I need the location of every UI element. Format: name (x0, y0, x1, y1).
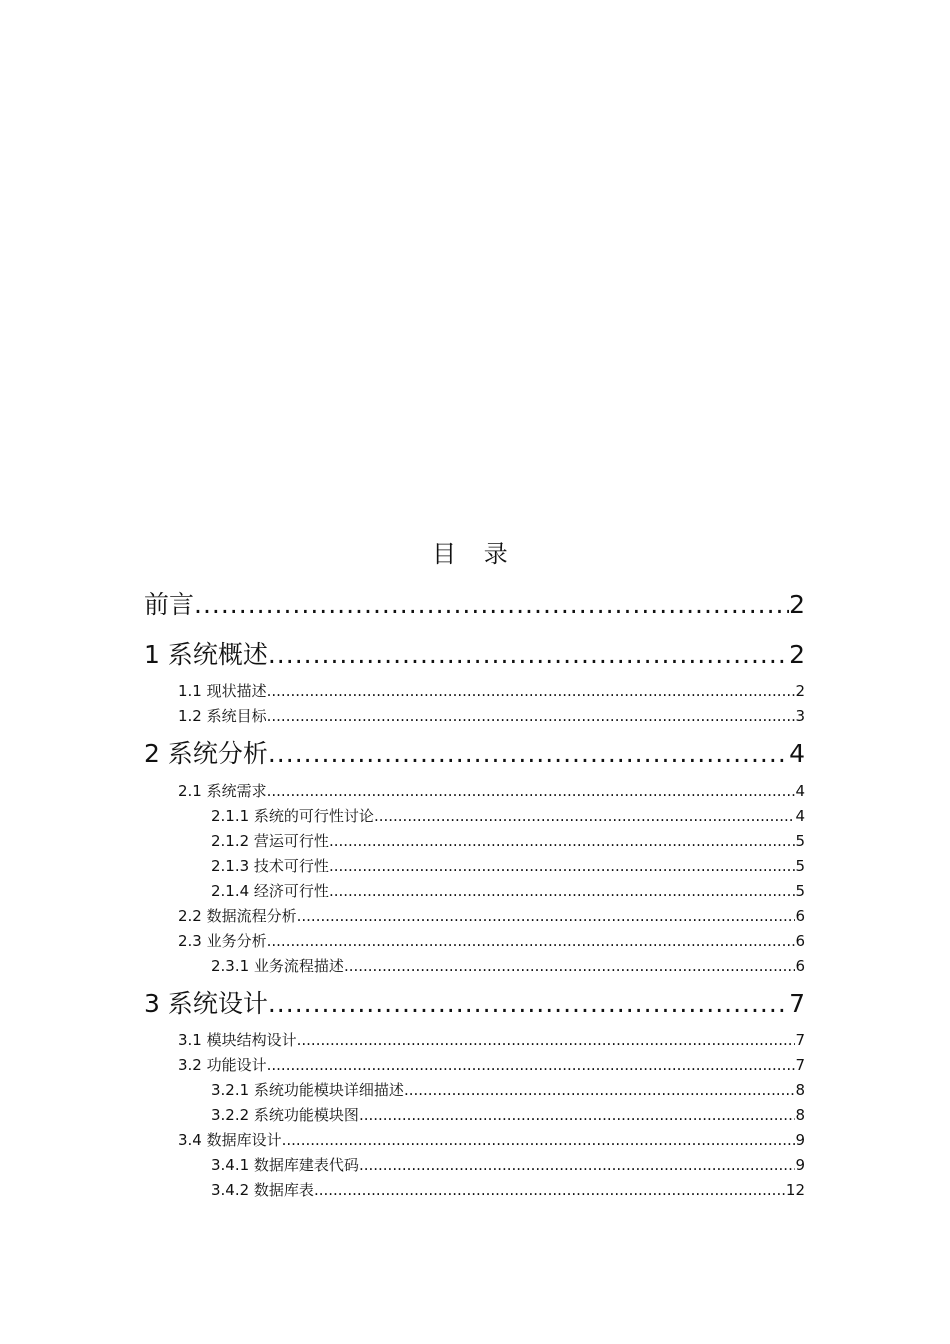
toc-entry-label: 2.1 系统需求 (178, 782, 267, 800)
toc-entry[interactable] (144, 588, 805, 622)
toc-leader-dots (314, 1180, 786, 1200)
toc-entry-page: 5 (795, 857, 805, 875)
toc-leader-dots (404, 1080, 796, 1100)
toc-entry-page: 6 (795, 907, 805, 925)
toc-entry[interactable] (144, 737, 805, 771)
toc-entry[interactable] (178, 1030, 805, 1050)
toc-entry-page: 2 (789, 590, 805, 619)
toc-leader-dots (359, 1105, 796, 1125)
toc-entry-page: 6 (795, 932, 805, 950)
toc-entry-label: 2.3 业务分析 (178, 932, 267, 950)
toc-entry[interactable] (211, 881, 805, 901)
toc-leader-dots (374, 806, 796, 826)
toc-entry-page: 2 (789, 640, 805, 669)
toc-entry-label: 3.2.1 系统功能模块详细描述 (211, 1081, 404, 1099)
toc-entry[interactable] (211, 1180, 805, 1200)
toc-entry-label: 3.4 数据库设计 (178, 1131, 282, 1149)
toc-entry-label: 1.1 现状描述 (178, 682, 267, 700)
toc-entry-page: 4 (795, 807, 805, 825)
toc-entry[interactable] (178, 781, 805, 801)
toc-entry-page: 9 (795, 1131, 805, 1149)
toc-leader-dots (359, 1155, 796, 1175)
toc-leader-dots (267, 681, 796, 701)
toc-entry-page: 7 (795, 1056, 805, 1074)
toc-leader-dots (329, 856, 796, 876)
toc-entry-page: 2 (795, 682, 805, 700)
toc-entry-label: 1 系统概述 (144, 640, 268, 669)
toc-entry[interactable] (211, 956, 805, 976)
toc-entry[interactable] (211, 831, 805, 851)
toc-leader-dots (268, 638, 789, 672)
toc-entry-label: 前言 (144, 590, 195, 619)
toc-leader-dots (268, 987, 789, 1021)
toc-leader-dots (344, 956, 796, 976)
toc-entry-label: 3.2 功能设计 (178, 1056, 267, 1074)
toc-entry-page: 5 (795, 832, 805, 850)
toc-entry[interactable] (178, 1130, 805, 1150)
toc-leader-dots (297, 1030, 796, 1050)
toc-leader-dots (329, 831, 796, 851)
toc-title: 目 录 (432, 540, 518, 568)
toc-entry-page: 4 (795, 782, 805, 800)
toc-entry[interactable] (211, 1105, 805, 1125)
toc-entry-label: 2.2 数据流程分析 (178, 907, 297, 925)
toc-entry[interactable] (144, 987, 805, 1021)
toc-leader-dots (267, 931, 796, 951)
toc-leader-dots (268, 737, 789, 771)
toc-entry[interactable] (211, 856, 805, 876)
toc-entry[interactable] (178, 681, 805, 701)
toc-entry-page: 5 (795, 882, 805, 900)
toc-entry-page: 7 (795, 1031, 805, 1049)
toc-leader-dots (329, 881, 796, 901)
toc-entry-page: 12 (785, 1181, 805, 1199)
toc-entry-label: 3.2.2 系统功能模块图 (211, 1106, 359, 1124)
toc-leader-dots (297, 906, 796, 926)
toc-entry-page: 3 (795, 707, 805, 725)
toc-entry-page: 6 (795, 957, 805, 975)
toc-entry-label: 2.1.3 技术可行性 (211, 857, 329, 875)
toc-entry[interactable] (178, 1055, 805, 1075)
toc-entry-label: 2 系统分析 (144, 739, 268, 768)
toc-entry[interactable] (178, 706, 805, 726)
toc-entry-label: 2.1.1 系统的可行性讨论 (211, 807, 374, 825)
toc-entry-label: 1.2 系统目标 (178, 707, 267, 725)
toc-leader-dots (194, 588, 789, 622)
toc-entry[interactable] (211, 1155, 805, 1175)
toc-leader-dots (267, 781, 796, 801)
toc-entry-page: 4 (789, 739, 805, 768)
toc-entry[interactable] (211, 806, 805, 826)
toc-entry[interactable] (178, 931, 805, 951)
toc-leader-dots (267, 706, 796, 726)
toc-entry-label: 2.1.4 经济可行性 (211, 882, 329, 900)
toc-entry-page: 7 (789, 989, 805, 1018)
toc-leader-dots (282, 1130, 796, 1150)
toc-entry-label: 3 系统设计 (144, 989, 268, 1018)
toc-entry-label: 2.3.1 业务流程描述 (211, 957, 344, 975)
toc-entry-page: 8 (795, 1081, 805, 1099)
toc-entry[interactable] (211, 1080, 805, 1100)
toc-entry-label: 2.1.2 营运可行性 (211, 832, 329, 850)
toc-leader-dots (267, 1055, 796, 1075)
toc-entry[interactable] (178, 906, 805, 926)
toc-entry-label: 3.4.1 数据库建表代码 (211, 1156, 359, 1174)
toc-entry-page: 8 (795, 1106, 805, 1124)
toc-entry-page: 9 (795, 1156, 805, 1174)
toc-entry[interactable] (144, 638, 805, 672)
toc-entry-label: 3.4.2 数据库表 (211, 1181, 314, 1199)
toc-entry-label: 3.1 模块结构设计 (178, 1031, 297, 1049)
